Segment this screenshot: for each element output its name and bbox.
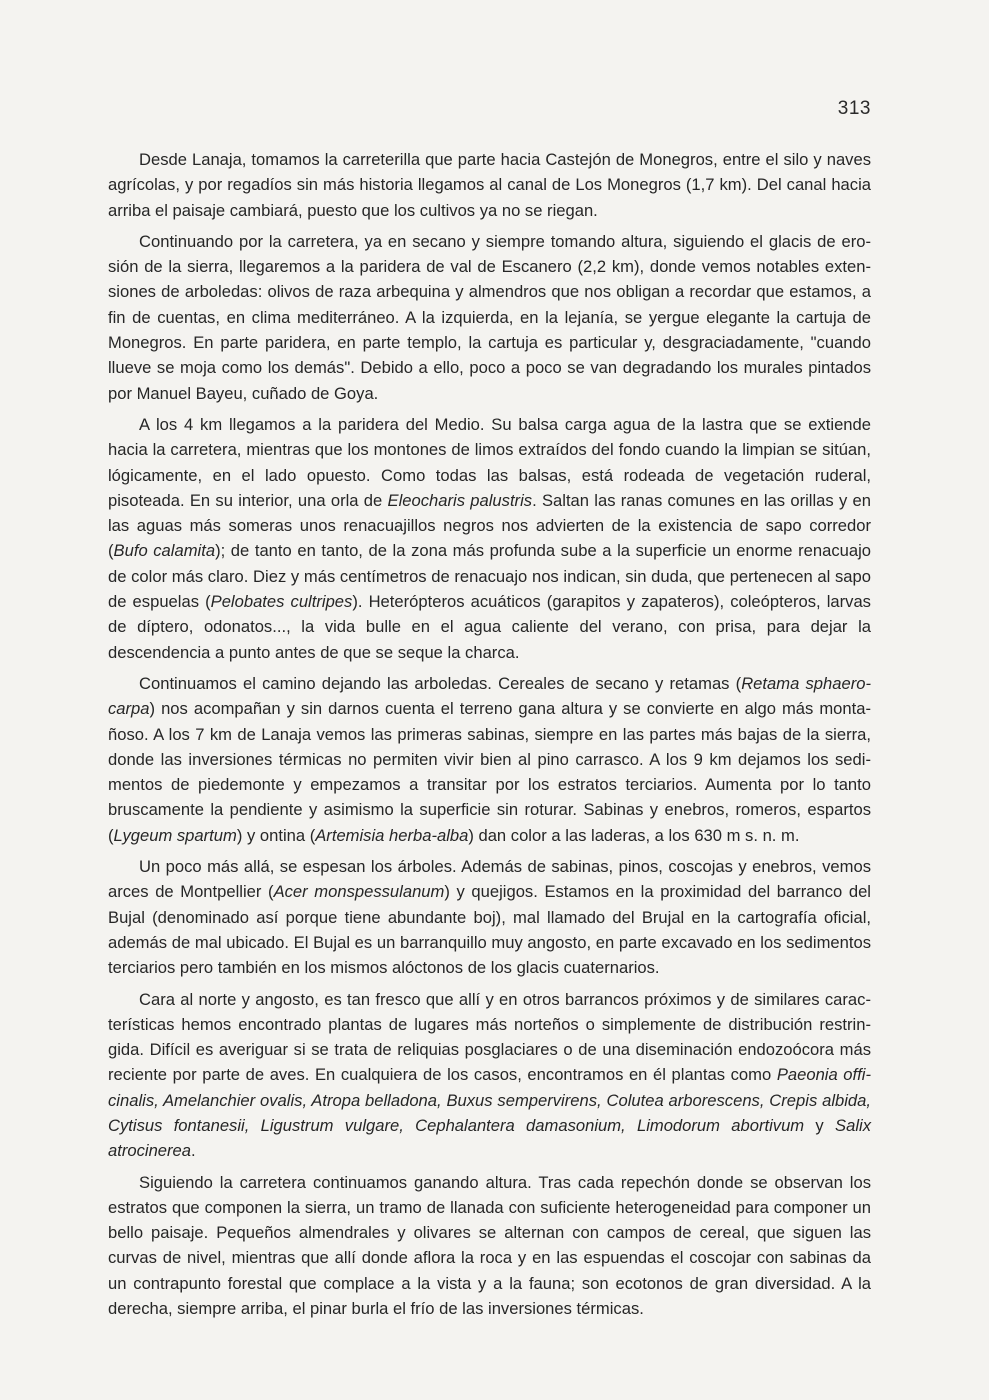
- species-name: Paeonia officinalis, Amelanchier ovalis, Atropa belladona, Buxus sempervirens, Colutea arborescens, Crepis albida, Cytisus fontanesii, Ligustrum vulgare, Cephalantera damasonium, Limodorum abortivum: [108, 1065, 871, 1135]
- page-number: 313: [837, 98, 871, 119]
- species-name: Artemisia herba-alba: [315, 825, 469, 845]
- body-text: [108, 147, 871, 1327]
- paragraph: Continuando por la carretera, ya en secano y siempre tomando altura, siguiendo el glacis de erosión de la sierra, llegaremos a la paridera de val de Escanero (2,2 km), donde vemos notables extensiones de arboledas: olivos de raza arbequina y almendros que nos obligan a recordar que estamos, a fin de cuentas, en clima mediterráneo. A la izquierda, en la lejanía, se yergue elegante la cartuja de Monegros. En parte paridera, en parte templo, la cartuja es particular y, desgraciadamente, "cuando llueve se moja como los demás". Debido a ello, poco a poco se van degradando los murales pintados por Manuel Bayeu, cuñado de Goya.: [108, 231, 871, 403]
- paragraph: Cara al norte y angosto, es tan fresco que allí y en otros barrancos próximos y de similares características hemos encontrado plantas de lugares más norteños o simplemente de distribución restringida. Difícil es averiguar si se trata de reliquias posglaciares o de una diseminación endozoócora más reciente por parte de aves. En cualquiera de los casos, encontramos en él plantas como Paeonia officinalis, Amelanchier ovalis, Atropa belladona, Buxus sempervirens, Colutea arborescens, Crepis albida, Cytisus fontanesii, Ligustrum vulgare, Cephalantera damasonium, Limodorum abortivum y Salix atrocinerea.: [108, 989, 871, 1161]
- paragraph: A los 4 km llegamos a la paridera del Medio. Su balsa carga agua de la lastra que se extiende hacia la carretera, mientras que los montones de limos extraídos del fondo cuando la limpian se sitúan, lógicamente, en el lado opuesto. Como todas las balsas, está rodeada de vegetación ruderal, pisoteada. En su interior, una orla de Eleocharis palustris. Saltan las ranas comunes en las orillas y en las aguas más someras unos renacuajillos negros nos advierten de la existencia de sapo corredor (Bufo calamita); de tanto en tanto, de la zona más profunda sube a la superficie un enorme renacuajo de color más claro. Diez y más centímetros de renacuajo nos indican, sin duda, que pertenecen al sapo de espuelas (Pelobates cultripes). Heterópteros acuáticos (garapitos y zapateros), coleópteros, larvas de díptero, odonatos..., la vida bulle en el agua caliente del verano, con prisa, para dejar la descendencia a punto antes de que se seque la charca.: [108, 414, 871, 662]
- species-name: Lygeum spartum: [113, 825, 237, 845]
- species-name: Acer monspessulanum: [273, 882, 445, 902]
- paragraph: Desde Lanaja, tomamos la carreterilla que parte hacia Castejón de Monegros, entre el silo y naves agrícolas, y por regadíos sin más historia llegamos al canal de Los Monegros (1,7 km). Del canal hacia arriba el paisaje cambiará, puesto que los cultivos ya no se riegan.: [108, 150, 871, 220]
- species-name: Salix atrocinerea: [108, 1115, 871, 1161]
- species-name: Eleocharis palustris: [387, 490, 533, 510]
- species-name: Retama sphaerocarpa: [108, 673, 871, 719]
- paragraph: Continuamos el camino dejando las arboledas. Cereales de secano y retamas (Retama sphaerocarpa) nos acompañan y sin darnos cuenta el terreno gana altura y se convierte en algo más montañoso. A los 7 km de Lanaja vemos las primeras sabinas, siempre en las partes más bajas de la sierra, donde las inversiones térmicas no permiten vivir bien al pino carrasco. A los 9 km dejamos los sedimentos de piedemonte y empezamos a transitar por los estratos terciarios. Aumenta por lo tanto bruscamente la pendiente y asimismo la superficie sin roturar. Sabinas y enebros, romeros, espartos (Lygeum spartum) y ontina (Artemisia herba-alba) dan color a las laderas, a los 630 m s. n. m.: [108, 673, 871, 845]
- species-name: Pelobates cultripes: [210, 592, 353, 612]
- species-name: Bufo calamita: [113, 541, 216, 561]
- paragraph: Un poco más allá, se espesan los árboles. Además de sabinas, pinos, coscojas y enebros, vemos arces de Montpellier (Acer monspessulanum) y quejigos. Estamos en la proximidad del barranco del Bujal (denominado así porque tiene abundante boj), mal llamado del Brujal en la cartografía oficial, además de mal ubicado. El Bujal es un barranquillo muy angosto, en parte excavado en los sedimentos terciarios pero también en los mismos alóctonos de los glacis cuaternarios.: [108, 857, 871, 978]
- paragraph: Siguiendo la carretera continuamos ganando altura. Tras cada repechón donde se observan los estratos que componen la sierra, un tramo de llanada con suficiente heterogeneidad para componer un bello paisaje. Pequeños almendrales y olivares se alternan con campos de cereal, que siguen las curvas de nivel, mientras que allí donde aflora la roca y en las espuendas el coscojar con sabinas da un contrapunto forestal que complace a la vista y a la fauna; son ecotonos de gran diversidad. A la derecha, siempre arriba, el pinar burla el frío de las inversiones térmicas.: [108, 1172, 871, 1319]
